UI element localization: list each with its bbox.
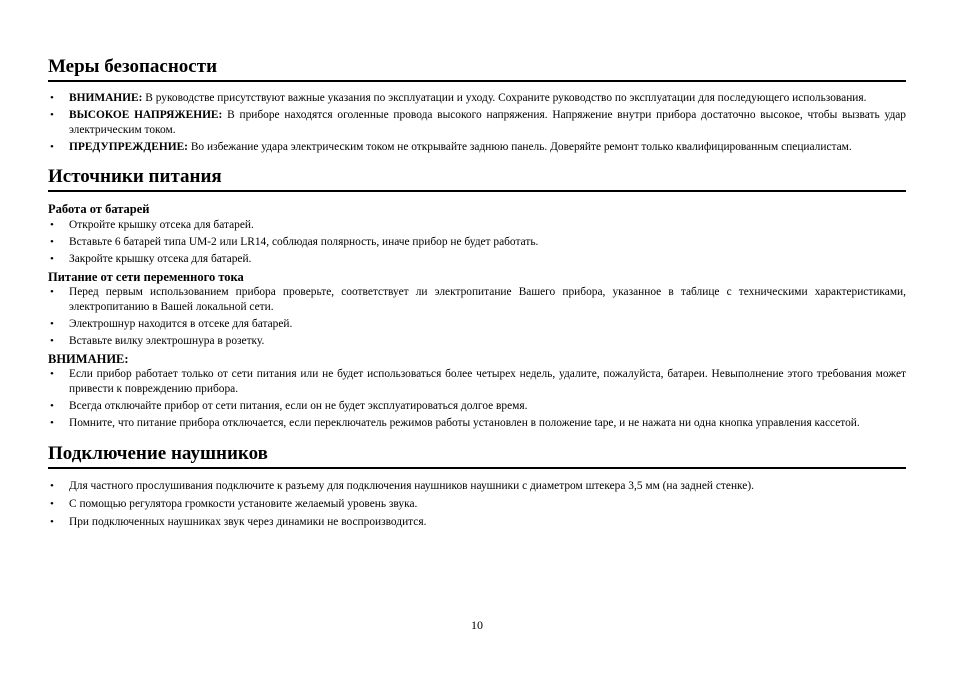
- item-label: ВНИМАНИЕ:: [69, 92, 143, 104]
- item-text: Во избежание удара электрическим током не открывайте заднюю панель. Доверяйте ремонт только квалифицированным специалистам.: [187, 141, 852, 153]
- item-text: Если прибор работает только от сети питания или не будет использоваться более четырех недель, удалите, пожалуйста, батареи. Невыполнение этого требования может привести к повреждению прибора.: [69, 368, 906, 395]
- bullet-icon: •: [50, 92, 54, 104]
- list-item: [48, 108, 906, 138]
- list-item: [48, 416, 906, 431]
- warning-list: [48, 367, 906, 431]
- list-item: [48, 497, 906, 512]
- subsection-title-battery: Работа от батарей: [48, 202, 150, 216]
- list-item: [48, 334, 906, 349]
- subsection-title-warning: ВНИМАНИЕ:: [48, 352, 129, 366]
- bullet-icon: •: [50, 219, 54, 231]
- list-item: [48, 399, 906, 414]
- bullet-icon: •: [50, 286, 54, 298]
- item-text: Откройте крышку отсека для батарей.: [69, 219, 254, 231]
- item-text: Всегда отключайте прибор от сети питания, если он не будет эксплуатироваться долгое время.: [69, 400, 528, 412]
- bullet-icon: •: [50, 109, 54, 121]
- item-text: Перед первым использованием прибора проверьте, соответствует ли электропитание Вашего прибора, указанное в таблице с техническими характеристиками, электропитанию в Вашей локальной сети.: [69, 286, 906, 313]
- bullet-icon: •: [50, 236, 54, 248]
- section-title-headphones: Подключение наушников: [48, 443, 906, 469]
- battery-list: [48, 218, 906, 267]
- item-text: Закройте крышку отсека для батарей.: [69, 253, 252, 265]
- bullet-icon: •: [50, 498, 54, 510]
- subsection-title-ac-power: Питание от сети переменного тока: [48, 270, 244, 284]
- bullet-icon: •: [50, 516, 54, 528]
- list-item: [48, 367, 906, 397]
- item-text: Помните, что питание прибора отключается, если переключатель режимов работы установлен в положение tape, и не нажата ни одна кнопка управления кассетой.: [69, 417, 860, 429]
- item-text: В руководстве присутствуют важные указания по эксплуатации и уходу. Сохраните руководство по эксплуатации для последующего использования.: [142, 92, 867, 104]
- list-item: [48, 285, 906, 315]
- list-item: [48, 140, 906, 155]
- list-item: [48, 235, 906, 250]
- list-item: [48, 91, 906, 106]
- item-text: С помощью регулятора громкости установите желаемый уровень звука.: [69, 498, 418, 510]
- bullet-icon: •: [50, 335, 54, 347]
- item-text: Для частного прослушивания подключите к разъему для подключения наушников наушники с диаметром штекера 3,5 мм (на задней стенке).: [69, 480, 754, 492]
- item-label: ПРЕДУПРЕЖДЕНИЕ:: [69, 141, 188, 153]
- item-label: ВЫСОКОЕ НАПРЯЖЕНИЕ:: [69, 109, 223, 121]
- item-text: При подключенных наушниках звук через динамики не воспроизводится.: [69, 516, 427, 528]
- list-item: [48, 252, 906, 267]
- section-title-power: Источники питания: [48, 166, 906, 192]
- ac-power-list: [48, 285, 906, 349]
- list-item: [48, 317, 906, 332]
- list-item: [48, 479, 906, 494]
- bullet-icon: •: [50, 400, 54, 412]
- document-page: [48, 0, 906, 533]
- bullet-icon: •: [50, 368, 54, 380]
- bullet-icon: •: [50, 318, 54, 330]
- section-title-safety: Меры безопасности: [48, 56, 906, 82]
- page-number: 10: [471, 618, 483, 632]
- list-item: [48, 515, 906, 530]
- item-text: Вставьте вилку электрошнура в розетку.: [69, 335, 265, 347]
- safety-list: [48, 91, 906, 155]
- headphones-list: [48, 479, 906, 530]
- bullet-icon: •: [50, 253, 54, 265]
- bullet-icon: •: [50, 417, 54, 429]
- item-text: Вставьте 6 батарей типа UM-2 или LR14, соблюдая полярность, иначе прибор не будет работать.: [69, 236, 539, 248]
- bullet-icon: •: [50, 480, 54, 492]
- item-text: Электрошнур находится в отсеке для батарей.: [69, 318, 293, 330]
- list-item: [48, 218, 906, 233]
- item-text: В приборе находятся оголенные провода высокого напряжения. Напряжение внутри прибора достаточно высокое, чтобы вызвать удар электрическим током.: [69, 109, 906, 136]
- bullet-icon: •: [50, 141, 54, 153]
